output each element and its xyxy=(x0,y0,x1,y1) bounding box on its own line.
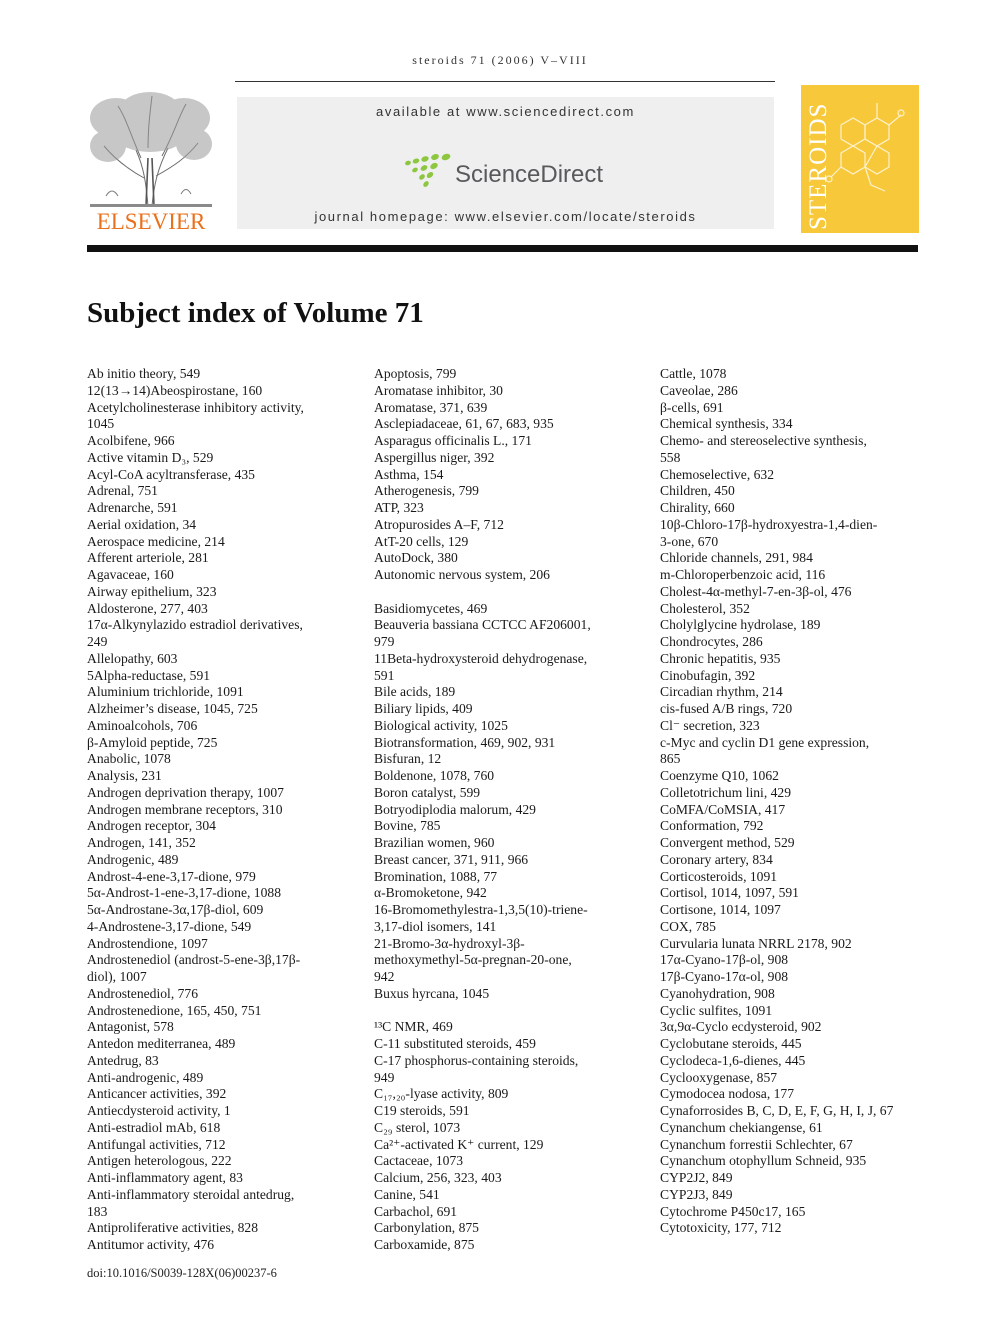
index-entry: Airway epithelium, 323 xyxy=(87,583,217,599)
journal-cover xyxy=(801,85,919,233)
index-entry: Cl⁻ secretion, 323 xyxy=(660,717,760,733)
index-entry: Bisfuran, 12 xyxy=(374,751,442,767)
index-entry: C-17 phosphorus-containing steroids, xyxy=(374,1052,579,1068)
index-entry: m-Chloroperbenzoic acid, 116 xyxy=(660,567,826,582)
index-entry: AtT-20 cells, 129 xyxy=(374,533,469,549)
index-entry: Adrenarche, 591 xyxy=(87,500,178,515)
index-entry: C₁₇,₂₀-lyase activity, 809 xyxy=(374,1086,509,1102)
index-entry: Anti-estradiol mAb, 618 xyxy=(87,1119,221,1135)
index-entry: Androgen membrane receptors, 310 xyxy=(87,801,283,817)
index-entry: Aerial oxidation, 34 xyxy=(87,516,197,532)
index-entry: Aminoalcohols, 706 xyxy=(87,717,198,733)
index-gap xyxy=(374,584,636,601)
index-entry: Corticosteroids, 1091 xyxy=(660,868,778,884)
index-entry: Boron catalyst, 599 xyxy=(374,784,481,800)
index-entry: 249 xyxy=(87,634,108,649)
index-entry: Biliary lipids, 409 xyxy=(374,701,473,716)
index-column-3 xyxy=(660,366,922,1237)
index-entry: ¹³C NMR, 469 xyxy=(374,1019,453,1035)
index-entry: Androgenic, 489 xyxy=(87,851,179,867)
index-entry: Cynanchum chekiangense, 61 xyxy=(660,1119,823,1135)
index-entry: Colletotrichum lini, 429 xyxy=(660,784,792,800)
index-entry: Cactaceae, 1073 xyxy=(374,1153,464,1169)
index-entry: Acetylcholinesterase inhibitory activity, xyxy=(87,399,304,415)
index-entry: 979 xyxy=(374,634,395,649)
elsevier-tree-logo xyxy=(86,88,216,233)
index-entry: Beauveria bassiana CCTCC AF206001, xyxy=(374,617,591,633)
index-entry: Coronary artery, 834 xyxy=(660,851,773,867)
index-entry: Androst-4-ene-3,17-dione, 979 xyxy=(87,868,256,884)
index-entry: 3,17-diol isomers, 141 xyxy=(374,918,497,934)
index-entry: Aspergillus niger, 392 xyxy=(374,449,495,465)
index-entry: Antagonist, 578 xyxy=(87,1019,174,1035)
index-column-1 xyxy=(87,366,349,1254)
index-entry: Caveolae, 286 xyxy=(660,382,738,398)
index-entry: Androgen deprivation therapy, 1007 xyxy=(87,784,284,800)
index-entry: cis-fused A/B rings, 720 xyxy=(660,701,793,716)
index-entry: Antiecdysteroid activity, 1 xyxy=(87,1103,231,1118)
index-entry: Afferent arteriole, 281 xyxy=(87,550,209,566)
index-entry: 10β-Chloro-17β-hydroxyestra-1,4-dien- xyxy=(660,516,878,532)
index-entry: 865 xyxy=(660,751,681,767)
index-entry: β-cells, 691 xyxy=(660,399,724,415)
index-entry: Boldenone, 1078, 760 xyxy=(374,768,495,783)
index-entry: Cyclooxygenase, 857 xyxy=(660,1069,778,1085)
index-entry: Anabolic, 1078 xyxy=(87,751,171,767)
index-entry: Antedrug, 83 xyxy=(87,1052,159,1068)
index-entry: Acyl-CoA acyltransferase, 435 xyxy=(87,466,255,482)
index-entry: Antitumor activity, 476 xyxy=(87,1237,215,1252)
index-entry: Cyanohydration, 908 xyxy=(660,985,775,1001)
index-entry: Cynanchum otophyllum Schneid, 935 xyxy=(660,1153,867,1169)
index-entry: Anticancer activities, 392 xyxy=(87,1086,227,1102)
index-entry: α-Bromoketone, 942 xyxy=(374,885,487,901)
index-entry: CYP2J3, 849 xyxy=(660,1186,733,1202)
index-entry: Ca²⁺-activated K⁺ current, 129 xyxy=(374,1136,544,1152)
index-entry: COX, 785 xyxy=(660,918,716,934)
index-entry: Cyclodeca-1,6-dienes, 445 xyxy=(660,1052,806,1068)
index-entry: Cynaforrosides B, C, D, E, F, G, H, I, J, 67 xyxy=(660,1103,894,1118)
cover-title: STEROIDS xyxy=(805,102,832,230)
index-entry: 3α,9α-Cyclo ecdysteroid, 902 xyxy=(660,1019,822,1035)
index-entry: Chemoselective, 632 xyxy=(660,466,775,482)
index-entry: 11Beta-hydroxysteroid dehydrogenase, xyxy=(374,650,588,666)
index-gap xyxy=(374,1003,636,1020)
index-entry: Breast cancer, 371, 911, 966 xyxy=(374,851,529,867)
index-entry: Aerospace medicine, 214 xyxy=(87,533,225,549)
index-entry: Chemo- and stereoselective synthesis, xyxy=(660,433,867,448)
index-entry: Cyclic sulfites, 1091 xyxy=(660,1002,773,1018)
index-entry: Asclepiadaceae, 61, 67, 683, 935 xyxy=(374,416,554,432)
index-entry: Chondrocytes, 286 xyxy=(660,634,763,649)
index-entry: Aromatase inhibitor, 30 xyxy=(374,382,503,398)
index-entry: Atherogenesis, 799 xyxy=(374,483,479,499)
index-entry: 17α-Cyano-17β-ol, 908 xyxy=(660,952,789,968)
header-rule xyxy=(235,81,775,82)
index-entry: Carbonylation, 875 xyxy=(374,1220,479,1236)
index-entry: 5α-Androstane-3α,17β-diol, 609 xyxy=(87,902,264,917)
index-entry: Cymodocea nodosa, 177 xyxy=(660,1086,795,1102)
journal-banner xyxy=(237,97,774,229)
index-entry: Adrenal, 751 xyxy=(87,483,158,499)
index-column-2 xyxy=(374,366,636,1254)
index-entry: 942 xyxy=(374,969,395,984)
index-entry: Autonomic nervous system, 206 xyxy=(374,567,550,582)
index-entry: 5Alpha-reductase, 591 xyxy=(87,667,211,683)
index-entry: Androstendione, 1097 xyxy=(87,935,208,951)
index-entry: Buxus hyrcana, 1045 xyxy=(374,985,490,1001)
index-entry: Basidiomycetes, 469 xyxy=(374,600,488,616)
index-entry: 12(13→14)Abeospirostane, 160 xyxy=(87,382,263,398)
index-entry: ATP, 323 xyxy=(374,500,424,515)
elsevier-wordmark: ELSEVIER xyxy=(96,209,206,233)
index-entry: Androstenediol, 776 xyxy=(87,985,199,1001)
index-entry: Chloride channels, 291, 984 xyxy=(660,550,813,566)
index-entry: 17α-Alkynylazido estradiol derivatives, xyxy=(87,617,303,633)
index-entry: 17β-Cyano-17α-ol, 908 xyxy=(660,969,789,984)
index-entry: Antiproliferative activities, 828 xyxy=(87,1220,259,1236)
index-entry: Canine, 541 xyxy=(374,1186,440,1202)
index-entry: Bile acids, 189 xyxy=(374,684,456,700)
index-entry: 558 xyxy=(660,449,681,465)
index-entry: 3-one, 670 xyxy=(660,533,719,549)
index-entry: β-Amyloid peptide, 725 xyxy=(87,734,218,750)
index-entry: Androstenedione, 165, 450, 751 xyxy=(87,1002,262,1018)
index-entry: Cortisone, 1014, 1097 xyxy=(660,902,781,917)
index-entry: Antedon mediterranea, 489 xyxy=(87,1036,236,1051)
index-entry: Androgen receptor, 304 xyxy=(87,818,216,834)
index-entry: 183 xyxy=(87,1203,108,1219)
index-entry: 5α-Androst-1-ene-3,17-dione, 1088 xyxy=(87,885,281,901)
index-entry: Apoptosis, 799 xyxy=(374,366,457,381)
index-entry: 591 xyxy=(374,667,395,683)
index-entry: Curvularia lunata NRRL 2178, 902 xyxy=(660,935,852,951)
index-entry: 16-Bromomethylestra-1,3,5(10)-triene- xyxy=(374,902,588,917)
index-entry: Anti-inflammatory agent, 83 xyxy=(87,1170,243,1185)
index-entry: Cytotoxicity, 177, 712 xyxy=(660,1220,782,1236)
index-entry: Cholylglycine hydrolase, 189 xyxy=(660,617,821,633)
index-entry: Aluminium trichloride, 1091 xyxy=(87,684,244,700)
header-divider xyxy=(87,245,918,252)
sciencedirect-icon xyxy=(402,153,454,189)
index-entry: diol), 1007 xyxy=(87,969,147,984)
index-entry: 4-Androstene-3,17-dione, 549 xyxy=(87,918,252,934)
index-entry: Conformation, 792 xyxy=(660,818,764,834)
index-entry: Aldosterone, 277, 403 xyxy=(87,600,208,616)
index-entry: Bromination, 1088, 77 xyxy=(374,868,498,884)
index-entry: 21-Bromo-3α-hydroxyl-3β- xyxy=(374,935,525,951)
index-entry: Cytochrome P450c17, 165 xyxy=(660,1203,806,1219)
index-entry: Antigen heterologous, 222 xyxy=(87,1153,232,1169)
index-entry: Antifungal activities, 712 xyxy=(87,1136,226,1152)
index-entry: Cinobufagin, 392 xyxy=(660,667,756,683)
index-entry: Children, 450 xyxy=(660,483,735,499)
index-entry: Anti-inflammatory steroidal antedrug, xyxy=(87,1186,295,1202)
running-head: steroids 71 (2006) V–VIII xyxy=(412,53,588,67)
index-entry: Cortisol, 1014, 1097, 591 xyxy=(660,885,799,901)
index-entry: Chronic hepatitis, 935 xyxy=(660,650,781,666)
index-entry: Ab initio theory, 549 xyxy=(87,366,201,381)
index-entry: Androgen, 141, 352 xyxy=(87,835,196,850)
index-entry: Biotransformation, 469, 902, 931 xyxy=(374,734,556,750)
page-title: Subject index of Volume 71 xyxy=(87,297,424,329)
index-entry: methoxymethyl-5α-pregnan-20-one, xyxy=(374,952,572,968)
sciencedirect-wordmark: ScienceDirect xyxy=(455,161,604,188)
index-entry: Active vitamin D₃, 529 xyxy=(87,449,214,465)
index-entry: 1045 xyxy=(87,416,115,432)
index-entry: Cholesterol, 352 xyxy=(660,600,750,616)
index-entry: C19 steroids, 591 xyxy=(374,1103,470,1118)
index-entry: Carboxamide, 875 xyxy=(374,1237,475,1252)
index-entry: CYP2J2, 849 xyxy=(660,1170,733,1185)
index-entry: C-11 substituted steroids, 459 xyxy=(374,1036,536,1051)
index-entry: c-Myc and cyclin D1 gene expression, xyxy=(660,734,870,750)
index-entry: Anti-androgenic, 489 xyxy=(87,1069,204,1085)
index-entry: Circadian rhythm, 214 xyxy=(660,684,783,700)
index-entry: CoMFA/CoMSIA, 417 xyxy=(660,801,786,817)
available-at-text: available at www.sciencedirect.com xyxy=(376,104,635,119)
index-entry: C₂₉ sterol, 1073 xyxy=(374,1119,461,1135)
index-entry: Biological activity, 1025 xyxy=(374,717,508,733)
index-entry: Agavaceae, 160 xyxy=(87,567,174,582)
index-entry: Bovine, 785 xyxy=(374,818,441,834)
index-entry: Cynanchum forrestii Schlechter, 67 xyxy=(660,1136,853,1152)
index-entry: Botryodiplodia malorum, 429 xyxy=(374,801,536,817)
index-entry: Aromatase, 371, 639 xyxy=(374,399,488,415)
index-entry: Androstenediol (androst-5-ene-3β,17β- xyxy=(87,952,301,968)
journal-homepage-text: journal homepage: www.elsevier.com/locate/steroids xyxy=(314,209,697,224)
index-entry: AutoDock, 380 xyxy=(374,550,458,566)
index-entry: Convergent method, 529 xyxy=(660,835,795,850)
index-entry: Asparagus officinalis L., 171 xyxy=(374,433,532,448)
index-entry: Alzheimer’s disease, 1045, 725 xyxy=(87,701,258,716)
index-entry: Calcium, 256, 323, 403 xyxy=(374,1170,502,1185)
index-entry: Cattle, 1078 xyxy=(660,366,727,381)
index-entry: Acolbifene, 966 xyxy=(87,433,175,448)
index-entry: Atropurosides A–F, 712 xyxy=(374,516,504,532)
index-entry: Cyclobutane steroids, 445 xyxy=(660,1036,802,1051)
index-entry: Cholest-4α-methyl-7-en-3β-ol, 476 xyxy=(660,583,852,599)
index-entry: Chemical synthesis, 334 xyxy=(660,416,793,432)
index-entry: Chirality, 660 xyxy=(660,500,735,515)
doi-footer: doi:10.1016/S0039-128X(06)00237-6 xyxy=(87,1266,277,1280)
index-entry: Analysis, 231 xyxy=(87,768,162,783)
index-entry: Allelopathy, 603 xyxy=(87,650,178,666)
index-entry: 949 xyxy=(374,1069,395,1085)
index-entry: Coenzyme Q10, 1062 xyxy=(660,768,779,783)
index-entry: Asthma, 154 xyxy=(374,466,444,482)
index-entry: Brazilian women, 960 xyxy=(374,835,495,850)
index-entry: Carbachol, 691 xyxy=(374,1203,458,1219)
